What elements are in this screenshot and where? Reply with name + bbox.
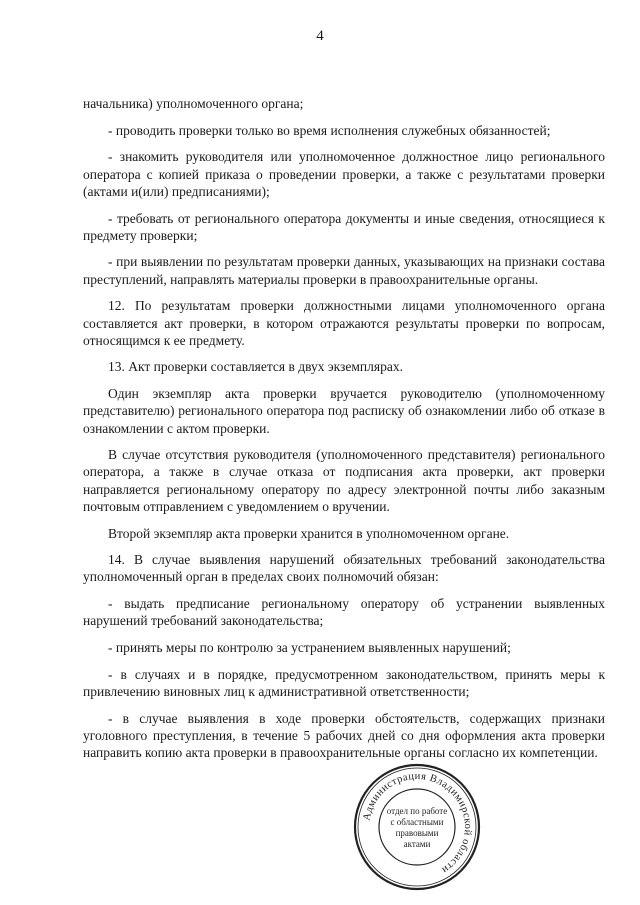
paragraph: - выдать предписание региональному оператору об устранении выявленных нарушений требований законодательства;	[83, 596, 605, 629]
paragraph: 12. По результатам проверки должностными лицами уполномоченного органа составляется акт проверки, в котором отражаются результаты проверки по вопросам, относящимся к ее предмету.	[83, 298, 605, 348]
official-stamp	[352, 762, 482, 892]
paragraph: - при выявлении по результатам проверки данных, указывающих на признаки состава преступлений, направлять материалы проверки в правоохранительные органы.	[83, 254, 605, 287]
paragraph: - проводить проверки только во время исполнения служебных обязанностей;	[108, 122, 551, 138]
page-number: 4	[316, 28, 324, 44]
paragraph: - в случаях и в порядке, предусмотренном законодательством, принять меры к привлечению виновных лиц к административной ответственности;	[83, 666, 605, 699]
paragraph: начальника) уполномоченного органа;	[83, 96, 304, 111]
stamp-line: правовыми	[395, 828, 439, 838]
paragraph: 14. В случае выявления нарушений обязательных требований законодательства уполномоченный орган в пределах своих полномочий обязан:	[83, 552, 605, 585]
stamp-line: отдел по работе	[386, 806, 448, 816]
paragraph: Второй экземпляр акта проверки хранится в уполномоченном органе.	[108, 525, 510, 541]
paragraph: Один экземпляр акта проверки вручается руководителю (уполномоченному представителю) регионального оператора под расписку об ознакомлении либо об отказе в ознакомлении с актом проверки.	[83, 386, 605, 436]
paragraph: 13. Акт проверки составляется в двух экземплярах.	[108, 359, 403, 375]
paragraph: - требовать от регионального оператора документы и иные сведения, относящиеся к предмету проверки;	[83, 210, 605, 243]
paragraph: В случае отсутствия руководителя (уполномоченного представителя) регионального оператора, а также в случае отказа от подписания акта проверки, акт проверки направляется региональному оператору по адресу электронной почты либо заказным почтовым отправлением с уведомлением о вручении.	[83, 447, 605, 514]
stamp-seal-icon	[352, 762, 482, 892]
stamp-line: с областными	[390, 817, 444, 827]
stamp-ring-text: Администрация Владимирской области	[361, 770, 474, 876]
document-body	[83, 95, 605, 771]
paragraph: - знакомить руководителя или уполномоченное должностное лицо регионального оператора с копией приказа о проведении проверки, а также с результатами проверки (актами и(или) предписаниями);	[83, 149, 605, 199]
paragraph: - принять меры по контролю за устранением выявленных нарушений;	[108, 640, 511, 656]
paragraph: - в случае выявления в ходе проверки обстоятельств, содержащих признаки уголовного преступления, в течение 5 рабочих дней со дня оформления акта проверки направить копию акта проверки в правоохранительные органы согласно их компетенции.	[83, 710, 605, 761]
stamp-line: актами	[403, 839, 431, 849]
